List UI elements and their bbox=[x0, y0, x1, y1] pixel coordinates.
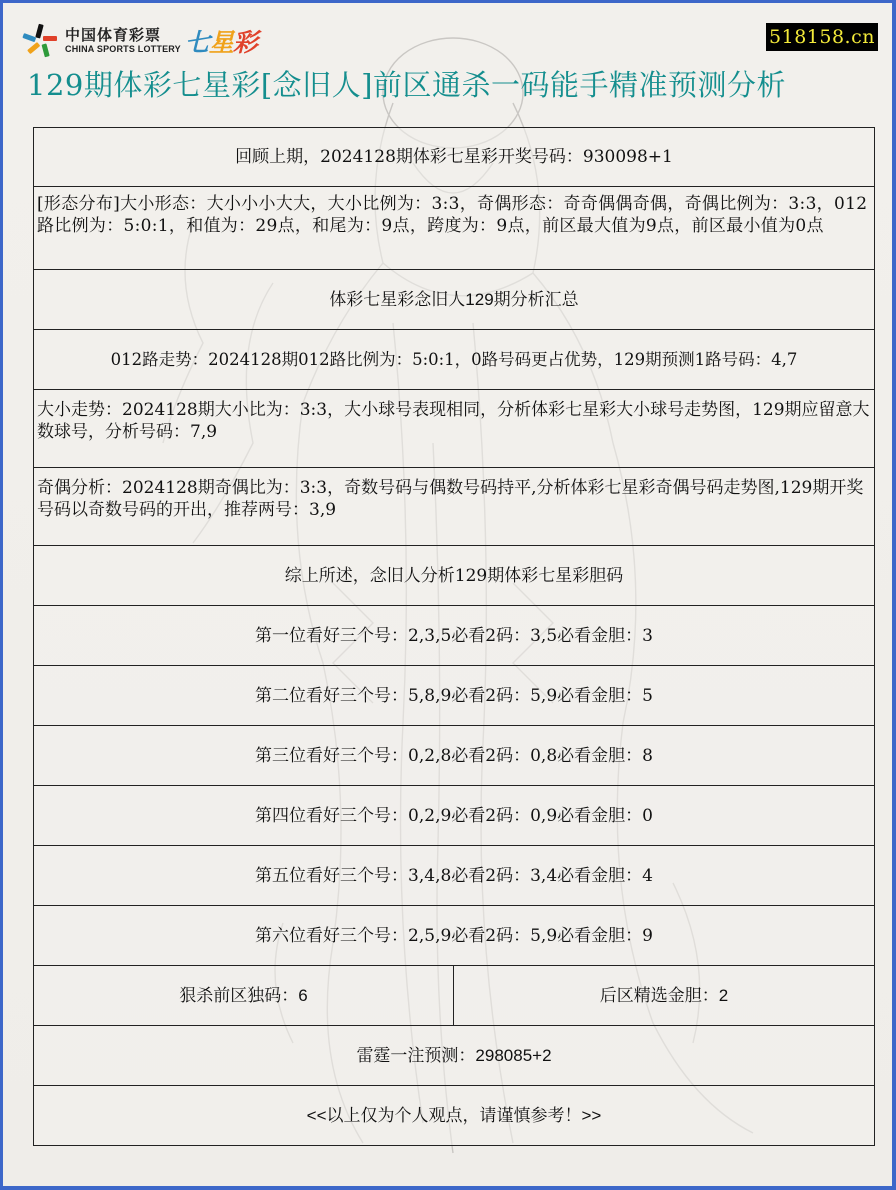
qixingcai-brand-text bbox=[185, 23, 257, 59]
table-row bbox=[34, 468, 875, 546]
summary-heading: 体彩七星彩念旧人129期分析汇总 bbox=[34, 270, 875, 330]
position-5-prediction: 第五位看好三个号：3,4,8必看2码：3,4必看金胆：4 bbox=[34, 846, 875, 906]
table-row bbox=[34, 330, 875, 390]
table-row bbox=[34, 270, 875, 330]
table-row bbox=[34, 606, 875, 666]
table-row bbox=[34, 546, 875, 606]
position-1-prediction: 第一位看好三个号：2,3,5必看2码：3,5必看金胆：3 bbox=[34, 606, 875, 666]
position-2-prediction: 第二位看好三个号：5,8,9必看2码：5,9必看金胆：5 bbox=[34, 666, 875, 726]
page-title: 129期体彩七星彩[念旧人]前区通杀一码能手精准预测分析 bbox=[27, 68, 786, 102]
table-row bbox=[34, 726, 875, 786]
one-bet-prediction: 雷霆一注预测：298085+2 bbox=[34, 1026, 875, 1086]
logo-chinese-text: 中国体育彩票 bbox=[65, 26, 162, 44]
lottery-star-burst-icon bbox=[21, 22, 59, 60]
table-row bbox=[34, 846, 875, 906]
table-row bbox=[34, 966, 875, 1026]
table-row bbox=[34, 187, 875, 270]
kill-front-single-code: 狠杀前区独码：6 bbox=[34, 966, 454, 1026]
table-row bbox=[34, 786, 875, 846]
big-small-trend: 大小走势：2024128期大小比为：3:3，大小球号表现相同，分析体彩七星彩大小球号走势图，129期应留意大数球号，分析号码：7,9 bbox=[34, 390, 875, 468]
back-zone-gold-pick: 后区精选金胆：2 bbox=[454, 966, 875, 1026]
china-sports-lottery-logo bbox=[21, 21, 257, 61]
table-row bbox=[34, 666, 875, 726]
table-row bbox=[34, 906, 875, 966]
logo-english-text: CHINA SPORTS LOTTERY bbox=[65, 44, 181, 54]
pattern-distribution: [形态分布]大小形态：大小小小大大，大小比例为：3:3，奇偶形态：奇奇偶偶奇偶，奇偶比例为：3:3，012路比例为：5:0:1，和值为：29点，和尾为：9点，跨度为：9点，前区最大值为9点，前区最小值为0点 bbox=[34, 187, 875, 270]
brand-char-1: 七 bbox=[184, 28, 209, 57]
table-row bbox=[34, 1086, 875, 1146]
route-012-trend: 012路走势：2024128期012路比例为：5:0:1，0路号码更占优势，129期预测1路号码：4,7 bbox=[34, 330, 875, 390]
last-draw-review: 回顾上期，2024128期体彩七星彩开奖号码：930098+1 bbox=[34, 128, 875, 187]
disclaimer: <<以上仅为个人观点，请谨慎参考！>> bbox=[34, 1086, 875, 1146]
brand-char-3: 彩 bbox=[232, 28, 257, 57]
position-6-prediction: 第六位看好三个号：2,5,9必看2码：5,9必看金胆：9 bbox=[34, 906, 875, 966]
table-row bbox=[34, 390, 875, 468]
table-row bbox=[34, 128, 875, 187]
site-domain-badge[interactable]: 518158.cn bbox=[766, 23, 878, 51]
conclusion-heading: 综上所述，念旧人分析129期体彩七星彩胆码 bbox=[34, 546, 875, 606]
prediction-table bbox=[33, 127, 875, 1146]
position-4-prediction: 第四位看好三个号：0,2,9必看2码：0,9必看金胆：0 bbox=[34, 786, 875, 846]
table-row bbox=[34, 1026, 875, 1086]
brand-char-2: 星 bbox=[208, 28, 233, 57]
position-3-prediction: 第三位看好三个号：0,2,8必看2码：0,8必看金胆：8 bbox=[34, 726, 875, 786]
odd-even-analysis: 奇偶分析：2024128期奇偶比为：3:3，奇数号码与偶数号码持平,分析体彩七星彩奇偶号码走势图,129期开奖号码以奇数号码的开出，推荐两号：3,9 bbox=[34, 468, 875, 546]
